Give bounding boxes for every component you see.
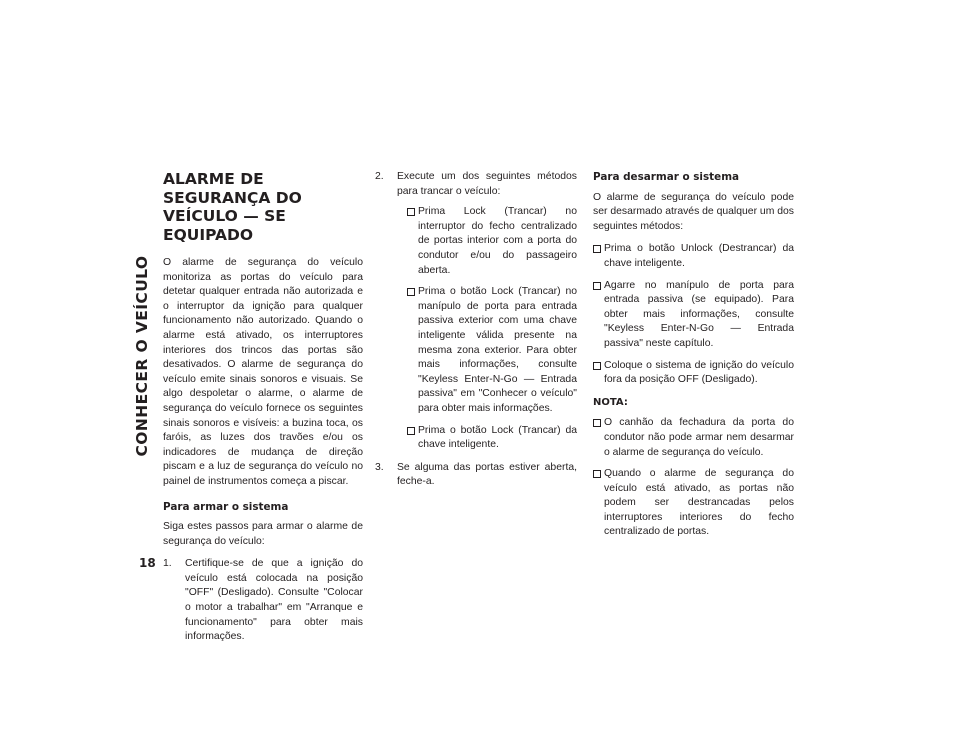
intro-paragraph: O alarme de segurança do veículo monitoriza as portas do veículo para detetar qualquer entrada não autorizada e o interruptor da ignição para qualquer funcionamento não autorizado. Quando o alarme está ativado, os interruptores interiores dos trincos das portas são desativados. O alarme de segurança do veículo emite sinais sonoros e visuais. Se algo despoletar o alarme, o alarme de segurança do veículo fornece os seguintes sinais sonoros e visíveis: a buzina toca, os faróis, as luzes dos travões e/ou os indicadores de mudança de direção piscam e a luz de segurança do veículo no painel de instrumentos começa a piscar. [163,257,363,487]
page-number: 18 [139,556,156,570]
list-item: O canhão da fechadura da porta do condutor não pode armar nem desarmar o alarme de segurança do veículo. [593,416,794,460]
checkbox-bullet-icon [407,427,415,435]
arm-intro: Siga estes passos para armar o alarme de segurança do veículo: [163,521,363,547]
note-list [593,416,794,540]
step-1 [163,557,363,645]
disarm-methods [593,242,794,387]
list-item: Agarre no manípulo de porta para entrada passiva (se equipado). Para obter mais informações, consulte "Keyless Enter-N-Go — Entrada passiva" neste capítulo. [593,279,794,352]
step-2-methods [397,205,577,453]
checkbox-bullet-icon [407,208,415,216]
list-item: Prima o botão Unlock (Destrancar) da chave inteligente. [593,242,794,271]
chapter-side-tab [127,165,157,547]
step-3-number: 3. [375,461,384,473]
list-item: Coloque o sistema de ignição do veículo fora da posição OFF (Desligado). [593,359,794,388]
disarm-heading: Para desarmar o sistema [593,171,740,183]
arm-heading: Para armar o sistema [163,500,289,513]
note-label: NOTA: [593,396,628,408]
disarm-intro: O alarme de segurança do veículo pode ser desarmado através de qualquer um dos seguintes métodos: [593,191,794,232]
list-item: Prima o botão Lock (Trancar) da chave inteligente. [407,424,577,453]
list-item: Quando o alarme de segurança do veículo está ativado, as portas não podem ser destrancadas pelos interruptores interiores do fecho centralizado de portas. [593,467,794,540]
step-2 [375,170,577,453]
step-2-text: Execute um dos seguintes métodos para trancar o veículo: [397,171,577,197]
step-2-number: 2. [375,171,384,182]
chapter-title: CONHECER O VEÍCULO [133,255,151,457]
column-2 [375,170,577,498]
checkbox-bullet-icon [593,362,601,370]
checkbox-bullet-icon [593,245,601,253]
column-1 [163,170,363,653]
section-title: ALARME DE SEGURANÇA DO VEÍCULO — SE EQUIPADO [163,170,302,244]
step-1-number: 1. [163,558,172,570]
checkbox-bullet-icon [407,288,415,296]
step-3 [375,461,577,490]
list-item: Prima Lock (Trancar) no interruptor do fecho centralizado de portas interior com a porta do condutor e/ou do passageiro aberta. [407,205,577,278]
checkbox-bullet-icon [593,282,601,290]
checkbox-bullet-icon [593,419,601,427]
checkbox-bullet-icon [593,470,601,478]
step-3-text: Se alguma das portas estiver aberta, feche-a. [397,461,577,488]
list-item: Prima o botão Lock (Trancar) no manípulo de porta para entrada passiva exterior com uma chave inteligente válida presente na mesma zona exterior. Para obter mais informações, consulte "Keyless Enter-N-Go — Entrada passiva" em "Conhecer o veículo" para obter mais informações. [407,285,577,416]
column-3 [593,170,794,548]
step-1-text: Certifique-se de que a ignição do veículo está colocada na posição "OFF" (Desligado). Consulte "Colocar o motor a trabalhar" em "Arranque e funcionamento" para obter mais informações. [185,558,363,643]
